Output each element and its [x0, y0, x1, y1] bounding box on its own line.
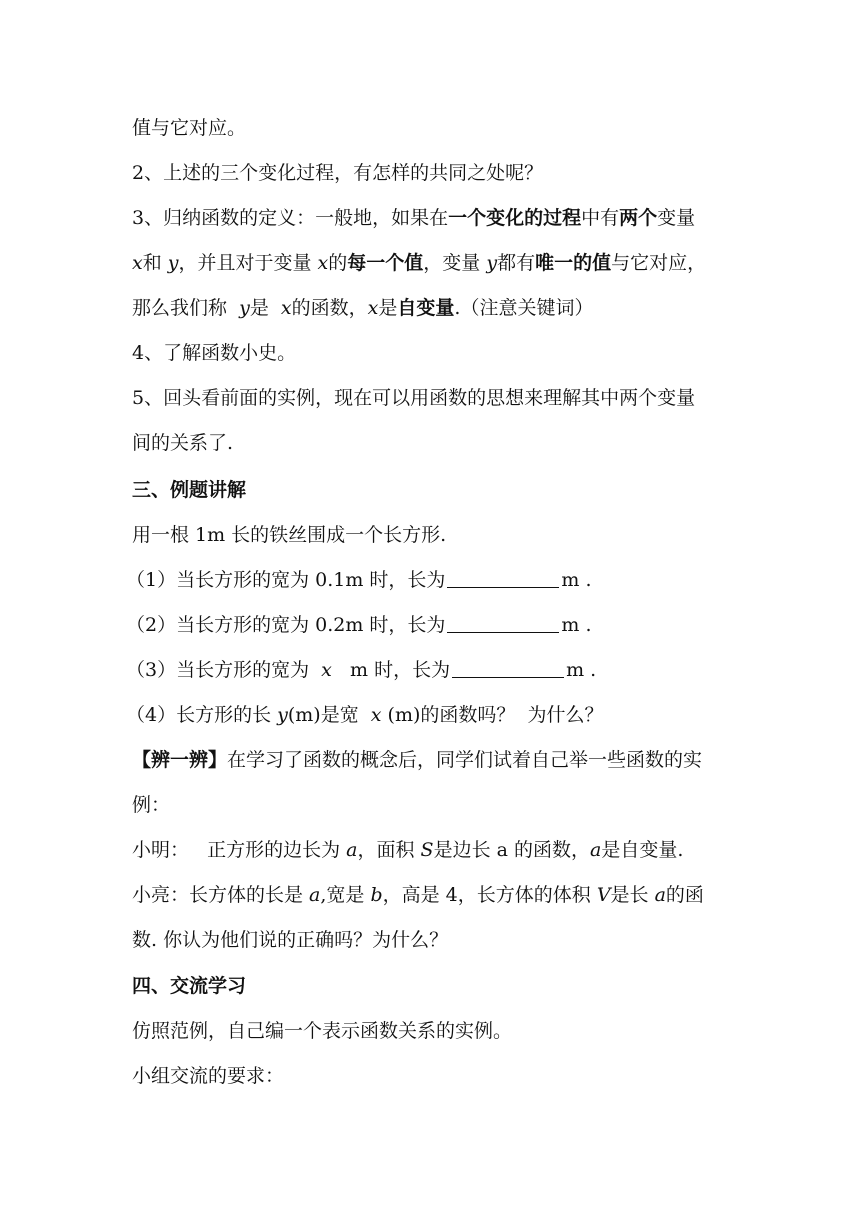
text: 是自变量.: [601, 839, 684, 861]
variable-a: a: [654, 884, 666, 906]
variable-y: y: [277, 704, 288, 726]
text-line: 4、了解函数小史。: [132, 342, 297, 364]
text: 3、归纳函数的定义：一般地，如果在: [132, 207, 449, 229]
text: 和: [142, 252, 168, 274]
text: m .: [561, 569, 592, 591]
question-line: [126, 567, 592, 593]
text: ，变量: [423, 252, 487, 274]
answer-blank[interactable]: [452, 657, 564, 678]
definition-line: [132, 295, 593, 321]
text: m .: [561, 614, 592, 636]
definition-line: [132, 250, 706, 276]
variable-v: V: [596, 884, 611, 906]
variable-a: a: [590, 839, 602, 861]
text-line: [132, 747, 702, 773]
text: 与它对应，: [611, 252, 707, 274]
text: 在学习了函数的概念后，同学们试着自己举一些函数的实: [227, 749, 703, 771]
text: 小亮：长方体的长是: [132, 884, 310, 906]
variable-x: x: [317, 252, 329, 274]
keyword: 唯一的值: [535, 252, 612, 274]
text-line: 小组交流的要求：: [132, 1065, 285, 1087]
text-line: 仿照范例，自己编一个表示函数关系的实例。: [132, 1020, 513, 1042]
text: 的函: [665, 884, 704, 906]
keyword: 自变量: [397, 297, 455, 319]
text: m 时，长为: [331, 659, 451, 681]
keyword: 两个: [619, 207, 658, 229]
text-line: [132, 882, 704, 908]
section-heading: 四、交流学习: [132, 975, 247, 997]
text: 是长: [610, 884, 655, 906]
text: ,宽是: [320, 884, 371, 906]
text: 那么我们称: [132, 297, 240, 319]
text: 变量: [657, 207, 696, 229]
text: 都有: [497, 252, 536, 274]
text: （1）当长方形的宽为 0.1m 时，长为: [126, 569, 446, 591]
variable-a: a: [346, 839, 358, 861]
keyword: 一个变化的过程: [448, 207, 582, 229]
text: （3）当长方形的宽为: [126, 659, 322, 681]
answer-blank[interactable]: [447, 567, 559, 588]
variable-y: y: [239, 297, 250, 319]
text-line: 5、回头看前面的实例，现在可以用函数的思想来理解其中两个变量: [132, 387, 696, 409]
variable-x: x: [280, 297, 292, 319]
variable-x: x: [370, 704, 382, 726]
text: ，面积: [357, 839, 421, 861]
variable-y: y: [486, 252, 498, 274]
keyword: 每一个值: [347, 252, 424, 274]
text-line: 例：: [132, 794, 171, 816]
text: .（注意关键词）: [454, 297, 594, 319]
question-line: [126, 612, 592, 638]
text: 小明： 正方形的边长为: [132, 839, 347, 861]
text: （2）当长方形的宽为 0.2m 时，长为: [126, 614, 446, 636]
answer-blank[interactable]: [447, 612, 559, 633]
text-line: 数. 你认为他们说的正确吗？为什么？: [132, 929, 449, 951]
text: m .: [566, 659, 597, 681]
variable-a: a: [309, 884, 321, 906]
text: 的函数，: [291, 297, 368, 319]
text: 的: [328, 252, 348, 274]
text: ，并且对于变量: [178, 252, 318, 274]
text-line: 值与它对应。: [132, 117, 247, 139]
text: （4）长方形的长: [126, 704, 278, 726]
variable-x: x: [132, 252, 143, 274]
text: 是: [249, 297, 281, 319]
text: (m)是宽: [287, 704, 371, 726]
variable-y: y: [167, 252, 179, 274]
variable-b: b: [370, 884, 383, 906]
text: (m)的函数吗？ 为什么？: [381, 704, 604, 726]
text: 中有: [581, 207, 620, 229]
text-line: 间的关系了.: [132, 432, 234, 454]
text: 是边长 a 的函数，: [433, 839, 590, 861]
text-line: 2、上述的三个变化过程，有怎样的共同之处呢？: [132, 162, 544, 184]
text-line: [132, 837, 683, 863]
variable-x: x: [321, 659, 332, 681]
text: 是: [378, 297, 398, 319]
variable-s: S: [420, 839, 434, 861]
text-line: 用一根 1m 长的铁丝围成一个长方形.: [132, 524, 447, 546]
label-bianyibian: 【辨一辨】: [132, 749, 228, 771]
text: ，高是 4，长方体的体积: [382, 884, 597, 906]
variable-x: x: [367, 297, 379, 319]
section-heading: 三、例题讲解: [132, 479, 247, 501]
question-line: [126, 702, 603, 728]
question-line: [126, 657, 596, 683]
definition-line: [132, 205, 695, 231]
